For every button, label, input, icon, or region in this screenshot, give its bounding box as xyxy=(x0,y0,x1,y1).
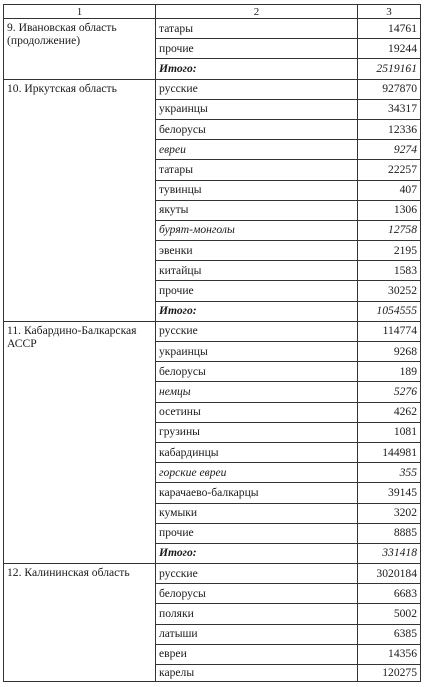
nationality-cell: евреи xyxy=(156,140,358,160)
nationality-cell: русские xyxy=(156,321,358,341)
nationality-cell: белорусы xyxy=(156,584,358,604)
population-value: 120275 xyxy=(358,665,421,682)
nationality-cell: тувинцы xyxy=(156,180,358,200)
nationality-cell: немцы xyxy=(156,382,358,402)
column-number-1: 1 xyxy=(4,5,156,19)
population-value: 39145 xyxy=(358,483,421,503)
nationality-cell: татары xyxy=(156,160,358,180)
population-value: 9268 xyxy=(358,342,421,362)
region-name: 12. Калининская область xyxy=(4,564,156,682)
table-body xyxy=(4,19,421,682)
nationality-cell: прочие xyxy=(156,523,358,543)
population-value: 12758 xyxy=(358,220,421,240)
nationality-cell: кумыки xyxy=(156,503,358,523)
region-name: 10. Иркутская область xyxy=(4,79,156,321)
nationality-cell: русские xyxy=(156,79,358,99)
table-row xyxy=(4,79,421,99)
column-number-row xyxy=(4,5,421,19)
total-label: Итого: xyxy=(156,301,358,321)
population-value: 144981 xyxy=(358,442,421,462)
nationality-cell: прочие xyxy=(156,39,358,59)
population-table xyxy=(3,4,421,682)
nationality-cell: белорусы xyxy=(156,362,358,382)
region-name: 9. Ивановская область (продолжение) xyxy=(4,19,156,80)
population-value: 6683 xyxy=(358,584,421,604)
nationality-cell: бурят-монголы xyxy=(156,220,358,240)
nationality-cell: горские евреи xyxy=(156,463,358,483)
population-value: 1583 xyxy=(358,261,421,281)
nationality-cell: прочие xyxy=(156,281,358,301)
population-value: 5276 xyxy=(358,382,421,402)
population-value: 2195 xyxy=(358,241,421,261)
population-value: 14761 xyxy=(358,19,421,39)
nationality-cell: татары xyxy=(156,19,358,39)
population-value: 34317 xyxy=(358,99,421,119)
population-value: 19244 xyxy=(358,39,421,59)
nationality-cell: китайцы xyxy=(156,261,358,281)
document-page xyxy=(3,4,420,682)
nationality-cell: осетины xyxy=(156,402,358,422)
population-value: 407 xyxy=(358,180,421,200)
nationality-cell: карелы xyxy=(156,665,358,682)
nationality-cell: эвенки xyxy=(156,241,358,261)
population-value: 14356 xyxy=(358,644,421,664)
total-value: 2519161 xyxy=(358,59,421,79)
population-value: 12336 xyxy=(358,119,421,139)
population-value: 4262 xyxy=(358,402,421,422)
population-value: 189 xyxy=(358,362,421,382)
population-value: 9274 xyxy=(358,140,421,160)
nationality-cell: латыши xyxy=(156,624,358,644)
nationality-cell: якуты xyxy=(156,200,358,220)
total-label: Итого: xyxy=(156,59,358,79)
population-value: 30252 xyxy=(358,281,421,301)
nationality-cell: грузины xyxy=(156,422,358,442)
population-value: 6385 xyxy=(358,624,421,644)
nationality-cell: белорусы xyxy=(156,119,358,139)
population-value: 927870 xyxy=(358,79,421,99)
population-value: 355 xyxy=(358,463,421,483)
nationality-cell: евреи xyxy=(156,644,358,664)
total-label: Итого: xyxy=(156,543,358,563)
table-row xyxy=(4,321,421,341)
population-value: 1306 xyxy=(358,200,421,220)
nationality-cell: украинцы xyxy=(156,99,358,119)
population-value: 8885 xyxy=(358,523,421,543)
column-number-2: 2 xyxy=(156,5,358,19)
population-value: 1081 xyxy=(358,422,421,442)
total-value: 1054555 xyxy=(358,301,421,321)
region-name: 11. Кабардино-Балкарская АССР xyxy=(4,321,156,563)
population-value: 22257 xyxy=(358,160,421,180)
nationality-cell: украинцы xyxy=(156,342,358,362)
nationality-cell: поляки xyxy=(156,604,358,624)
total-value: 331418 xyxy=(358,543,421,563)
table-row xyxy=(4,19,421,39)
nationality-cell: русские xyxy=(156,564,358,584)
population-value: 114774 xyxy=(358,321,421,341)
population-value: 5002 xyxy=(358,604,421,624)
nationality-cell: кабардинцы xyxy=(156,442,358,462)
table-row xyxy=(4,564,421,584)
population-value: 3202 xyxy=(358,503,421,523)
nationality-cell: карачаево-балкарцы xyxy=(156,483,358,503)
column-number-3: 3 xyxy=(358,5,421,19)
population-value: 3020184 xyxy=(358,564,421,584)
